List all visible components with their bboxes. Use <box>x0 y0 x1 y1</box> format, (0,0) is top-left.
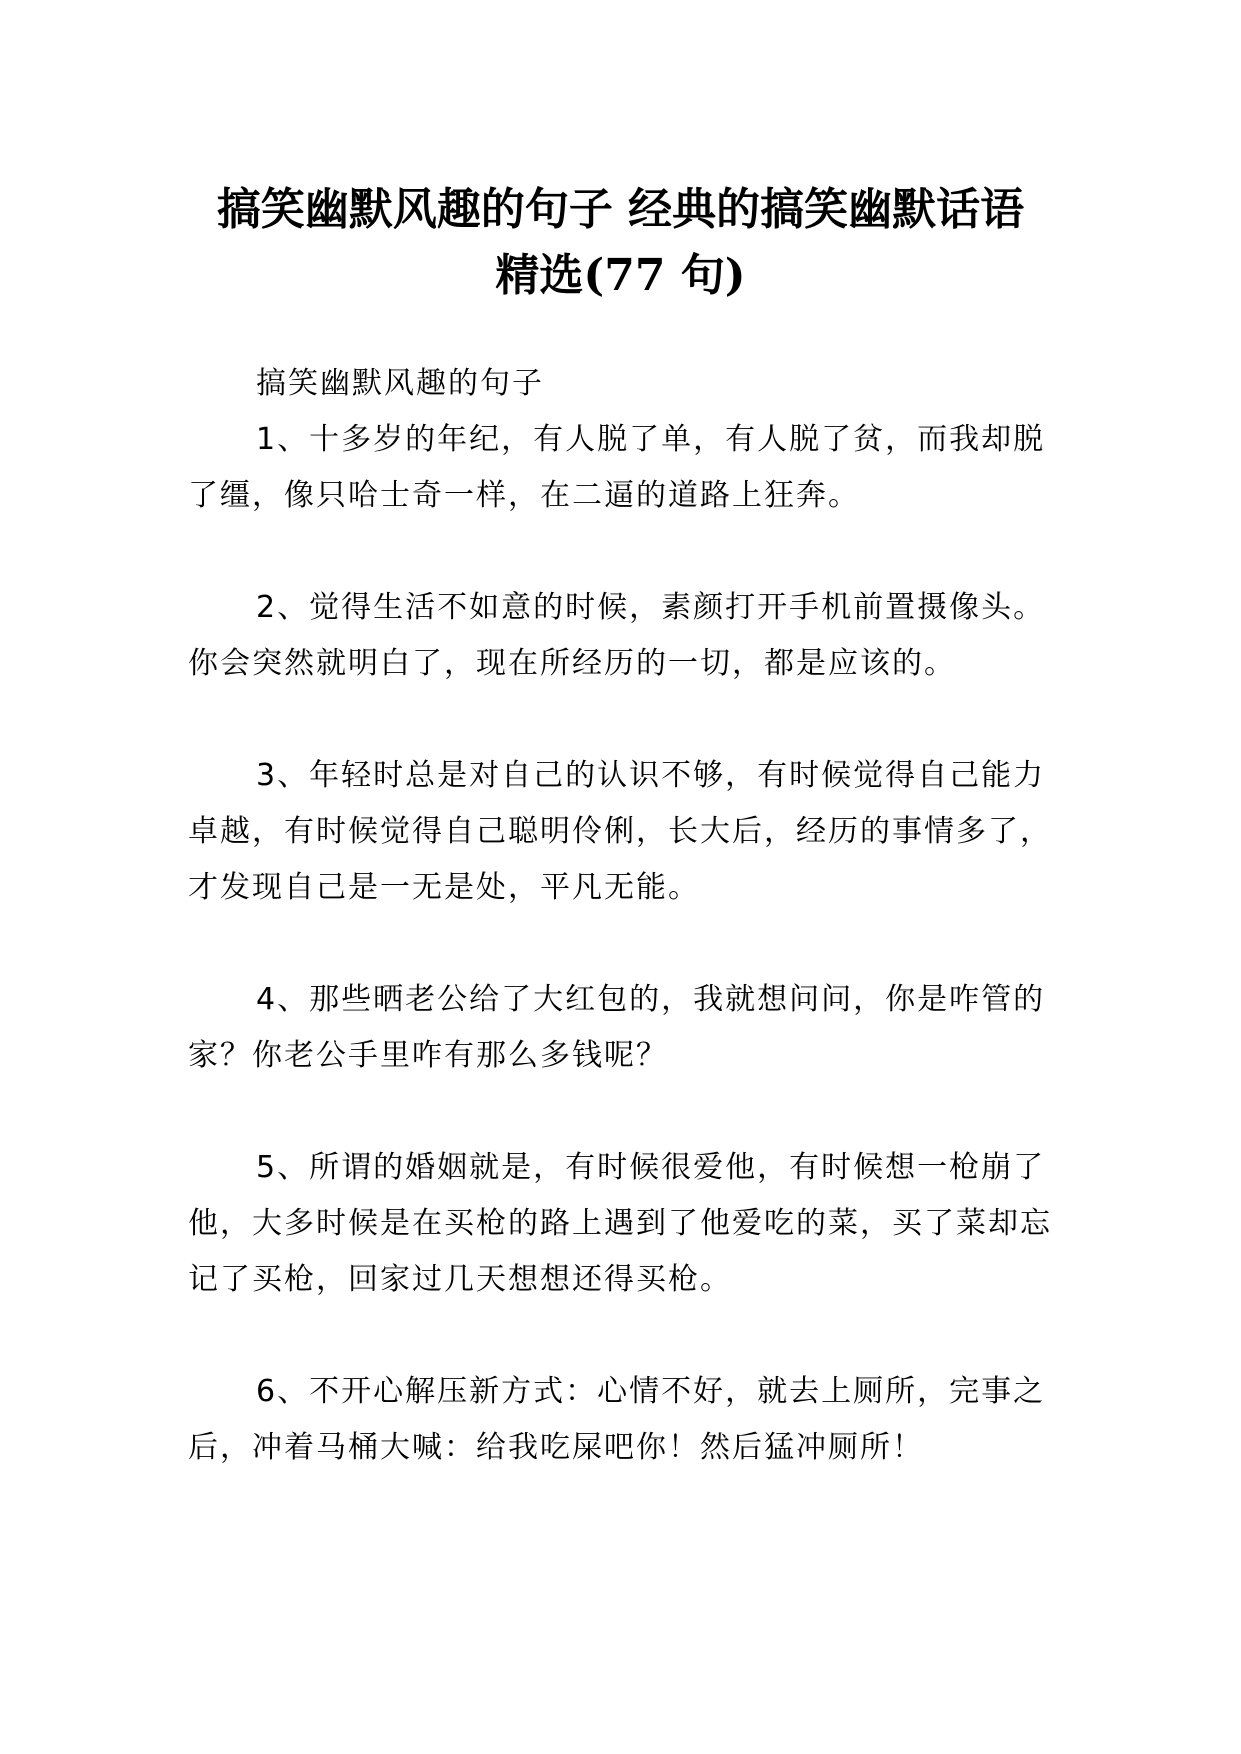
paragraph-item-3: 3、年轻时总是对自己的认识不够，有时候觉得自己能力卓越，有时候觉得自己聪明伶俐，长大后，经历的事情多了，才发现自己是一无是处，平凡无能。 <box>188 758 1052 905</box>
title-line-2: 精选(77 句) <box>495 250 746 302</box>
paragraph-item-5: 5、所谓的婚姻就是，有时候很爱他，有时候想一枪崩了他，大多时候是在买枪的路上遇到了他爱吃的菜，买了菜却忘记了买枪，回家过几天想想还得买枪。 <box>188 1150 1052 1297</box>
document-body <box>188 356 1068 1476</box>
title-line-1: 搞笑幽默风趣的句子 经典的搞笑幽默话语 <box>216 184 1025 236</box>
paragraph-item-4: 4、那些晒老公给了大红包的，我就想问问，你是咋管的家？你老公手里咋有那么多钱呢？ <box>188 982 1046 1073</box>
paragraph-item-1: 1、十多岁的年纪，有人脱了单，有人脱了贫，而我却脱了缰，像只哈士奇一样，在二逼的道路上狂奔。 <box>188 422 1046 513</box>
section-heading: 搞笑幽默风趣的句子 <box>256 366 544 401</box>
document-title <box>150 177 1091 309</box>
paragraph-item-2: 2、觉得生活不如意的时候，素颜打开手机前置摄像头。你会突然就明白了，现在所经历的一切，都是应该的。 <box>188 590 1046 681</box>
paragraph-item-6: 6、不开心解压新方式：心情不好，就去上厕所，完事之后，冲着马桶大喊：给我吃屎吧你！然后猛冲厕所！ <box>188 1374 1046 1465</box>
